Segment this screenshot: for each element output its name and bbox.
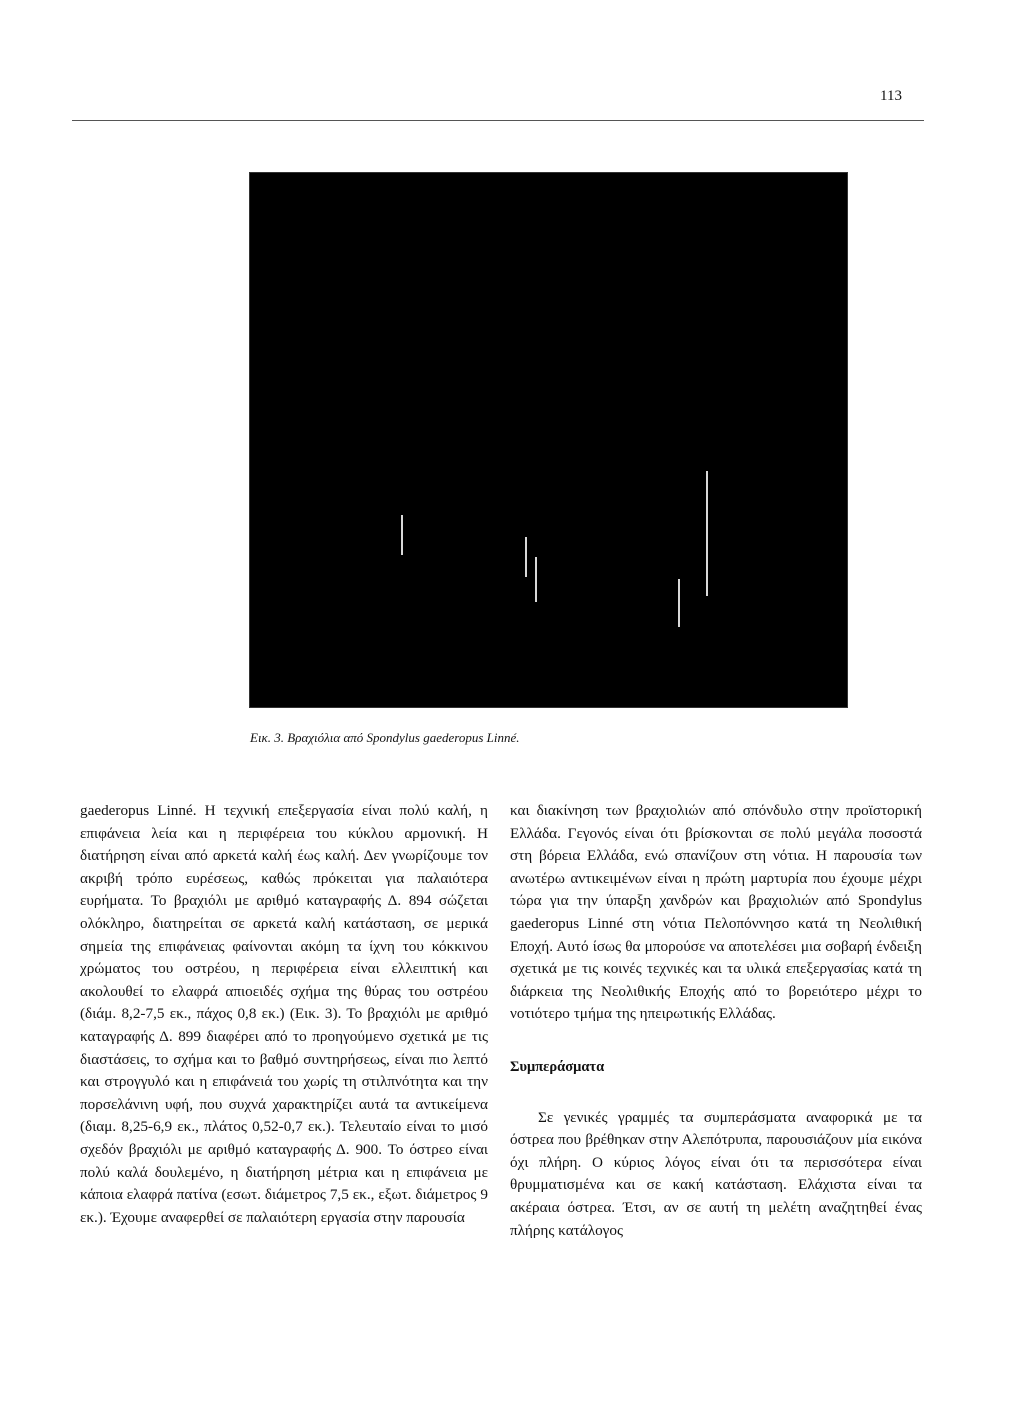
left-column [80,800,488,1229]
body-paragraph: και διακίνηση των βραχιολιών από σπόνδυλο στην προϊστορική Ελλάδα. Γεγονός είναι ότι βρίσκονται σε πολύ μεγάλα ποσοστά στη βόρεια Ελλάδα, ενώ σπανίζουν στη νότια. Η παρουσία των ανωτέρω αντικειμένων είναι η πρώτη μαρτυρία που έχουμε μέχρι τώρα για την ύπαρξη χανδρών και βραχιολιών από Spondylus gaederopus Linné στη νότια Πελοπόννησο κατά τη Νεολιθική Εποχή. Αυτό ίσως θα μπορούσε να αποτελέσει μια σοβαρή ένδειξη σχετικά με τις κοινές τεχνικές και τα υλικά επεξεργασίας κατά τη διάρκεια της Νεολιθικής Εποχής από το βορειότερο μέχρι το νοτιότερο τμήμα της ηπειρωτικής Ελλάδας. [510,802,922,1023]
figure-photo [249,172,848,708]
section-heading: Συμπεράσματα [510,1058,605,1075]
right-column [510,800,922,1242]
figure-highlight [401,515,403,555]
page-number: 113 [880,88,902,104]
body-paragraph: gaederopus Linné. Η τεχνική επεξεργασία είναι πολύ καλή, η επιφάνεια λεία και η περιφέρεια του κύκλου αρμονική. Η διατήρηση είναι από αρκετά καλή έως καλή. Δεν γνωρίζουμε τον ακριβή τρόπο ευρέσεως, καθώς πρόκειται για παλαιότερα ευρήματα. Το βραχιόλι με αριθμό καταγραφής Δ. 894 σώζεται ολόκληρο, διατηρείται σε αρκετά καλή κατάσταση, σε μερικά σημεία της επιφάνειας φαίνονται ακόμη τα ίχνη του κόκκινου χρώματος του οστρέου, η περιφέρεια είναι ελλειπτική και ακολουθεί το ελαφρά απιοειδές σχήμα της θύρας του οστρέου (διάμ. 8,2-7,5 εκ., πάχος 0,8 εκ.) (Εικ. 3). Το βραχιόλι με αριθμό καταγραφής Δ. 899 διαφέρει από το προηγούμενο σχετικά με τις διαστάσεις, το σχήμα και το βαθμό συντηρήσεως, είναι πιο λεπτό και στρογγυλό και η επιφάνειά του χωρίς τη στιλπνότητα και την πορσελάνινη υφή, που συχνά χαρακτηρίζει αυτά τα αντικείμενα (διαμ. 8,25-6,9 εκ., πλάτος 0,52-0,7 εκ.). Τελευταίο είναι το μισό σχεδόν βραχιόλι με αριθμό καταγραφής Δ. 900. Το όστρεο είναι πολύ καλά δουλεμένο, η διατήρηση μέτρια και η επιφάνεια με κάποια ελαφρά πατίνα (εσωτ. διάμετρος 7,5 εκ., εξωτ. διάμετρος 9 εκ.). Έχουμε αναφερθεί σε παλαιότερη εργασία στην παρουσία [80,802,488,1226]
figure-highlight [706,471,708,596]
figure-highlight [525,537,527,577]
body-paragraph: Σε γενικές γραμμές τα συμπεράσματα αναφορικά με τα όστρεα που βρέθηκαν στην Αλεπότρυπα, παρουσιάζουν μία εικόνα όχι πλήρη. Ο κύριος λόγος είναι ότι τα περισσότερα είναι θρυμματισμένα και σε κακή κατάσταση. Ελάχιστα είναι τα ακέραια όστρεα. Έτσι, αν σε αυτή τη μελέτη αναζητηθεί ένας πλήρης κατάλογος [510,1108,922,1239]
figure-highlight [535,557,537,602]
figure-highlight [678,579,680,627]
figure-caption: Εικ. 3. Βραχιόλια από Spondylus gaederopus Linné. [250,730,520,745]
header-rule [72,120,924,121]
